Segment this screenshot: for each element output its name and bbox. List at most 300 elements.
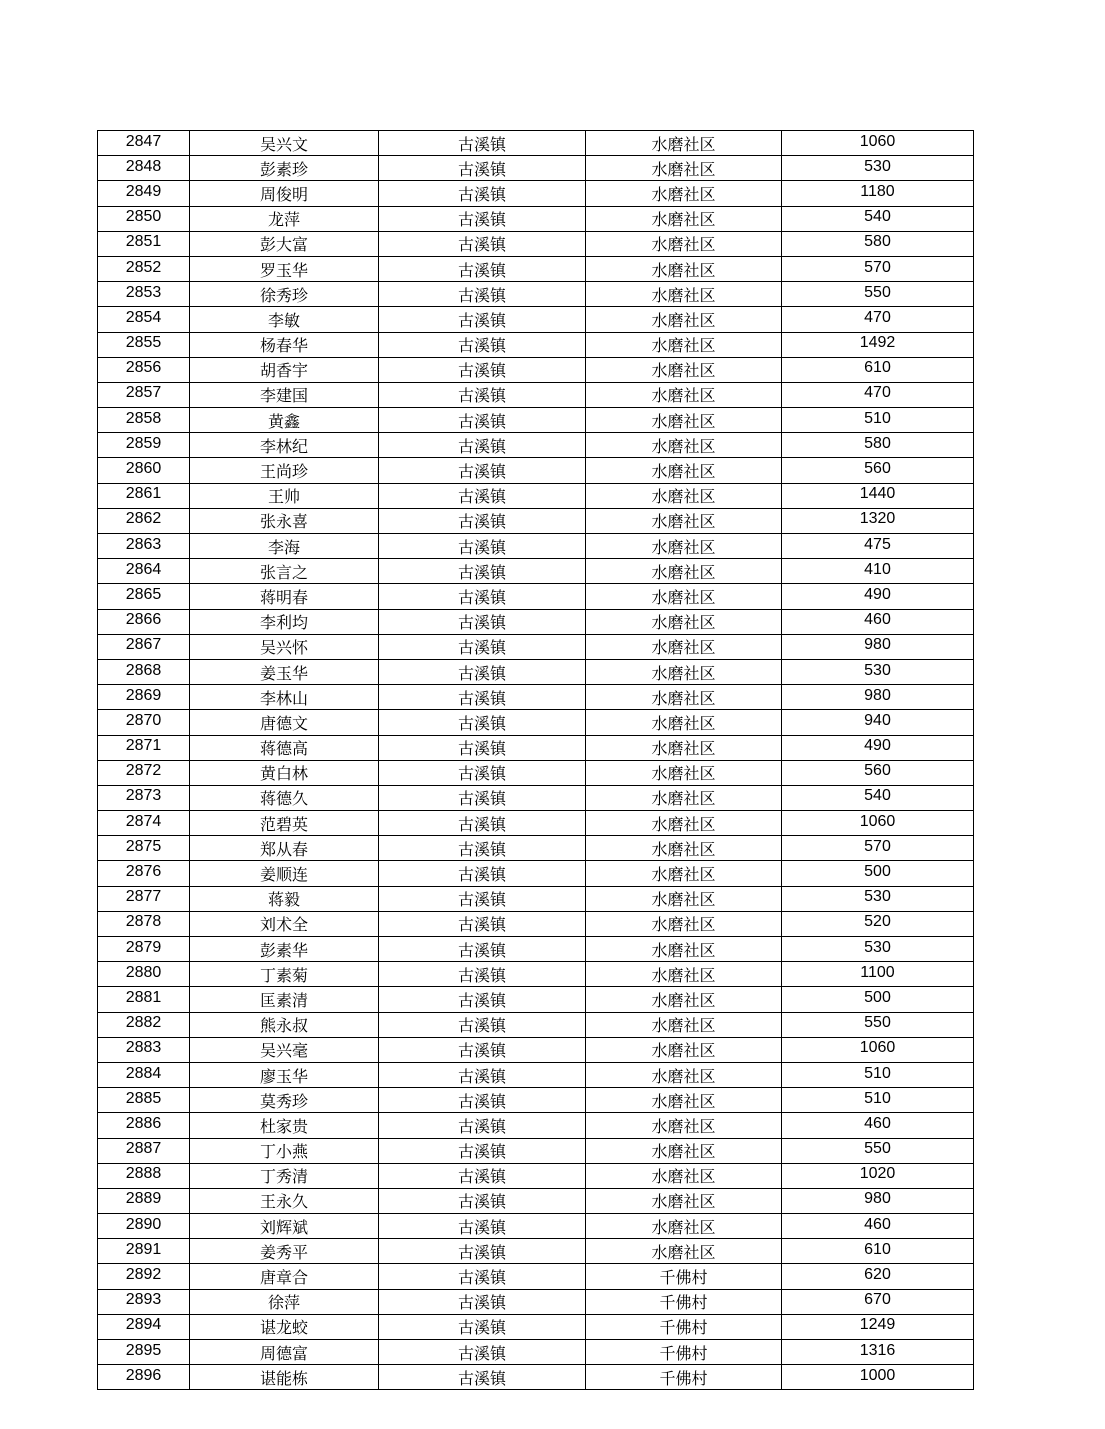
amount-cell: 530 (782, 659, 974, 684)
table-row (98, 357, 974, 382)
town-cell: 古溪镇 (379, 382, 586, 407)
row-number-cell: 2866 (98, 609, 190, 634)
table-row (98, 1138, 974, 1163)
row-number-cell: 2862 (98, 508, 190, 533)
row-number-cell: 2878 (98, 911, 190, 936)
name-cell: 王尚珍 (190, 458, 379, 483)
amount-cell: 460 (782, 1113, 974, 1138)
row-number-cell: 2896 (98, 1365, 190, 1390)
table-row (98, 1365, 974, 1390)
table-row (98, 408, 974, 433)
village-cell: 水磨社区 (586, 710, 782, 735)
table-row (98, 785, 974, 810)
row-number-cell: 2859 (98, 433, 190, 458)
town-cell: 古溪镇 (379, 483, 586, 508)
amount-cell: 510 (782, 1062, 974, 1087)
town-cell: 古溪镇 (379, 962, 586, 987)
village-cell: 水磨社区 (586, 131, 782, 156)
table-row (98, 584, 974, 609)
name-cell: 黄白林 (190, 760, 379, 785)
amount-cell: 560 (782, 760, 974, 785)
amount-cell: 550 (782, 282, 974, 307)
row-number-cell: 2868 (98, 659, 190, 684)
row-number-cell: 2870 (98, 710, 190, 735)
amount-cell: 1100 (782, 962, 974, 987)
name-cell: 彭素华 (190, 937, 379, 962)
village-cell: 千佛村 (586, 1340, 782, 1365)
village-cell: 水磨社区 (586, 1239, 782, 1264)
town-cell: 古溪镇 (379, 659, 586, 684)
town-cell: 古溪镇 (379, 584, 586, 609)
village-cell: 水磨社区 (586, 534, 782, 559)
table-row (98, 458, 974, 483)
table-row (98, 1314, 974, 1339)
row-number-cell: 2882 (98, 1012, 190, 1037)
table-row (98, 1264, 974, 1289)
town-cell: 古溪镇 (379, 206, 586, 231)
town-cell: 古溪镇 (379, 357, 586, 382)
amount-cell: 1492 (782, 332, 974, 357)
village-cell: 水磨社区 (586, 433, 782, 458)
town-cell: 古溪镇 (379, 1239, 586, 1264)
table-row (98, 131, 974, 156)
row-number-cell: 2847 (98, 131, 190, 156)
name-cell: 蒋德高 (190, 735, 379, 760)
village-cell: 水磨社区 (586, 685, 782, 710)
village-cell: 水磨社区 (586, 886, 782, 911)
village-cell: 水磨社区 (586, 1214, 782, 1239)
amount-cell: 540 (782, 206, 974, 231)
village-cell: 水磨社区 (586, 1037, 782, 1062)
row-number-cell: 2879 (98, 937, 190, 962)
row-number-cell: 2854 (98, 307, 190, 332)
village-cell: 水磨社区 (586, 836, 782, 861)
amount-cell: 580 (782, 433, 974, 458)
town-cell: 古溪镇 (379, 508, 586, 533)
row-number-cell: 2880 (98, 962, 190, 987)
town-cell: 古溪镇 (379, 1365, 586, 1390)
row-number-cell: 2885 (98, 1088, 190, 1113)
village-cell: 水磨社区 (586, 282, 782, 307)
town-cell: 古溪镇 (379, 987, 586, 1012)
row-number-cell: 2891 (98, 1239, 190, 1264)
village-cell: 水磨社区 (586, 357, 782, 382)
table-row (98, 332, 974, 357)
name-cell: 廖玉华 (190, 1062, 379, 1087)
name-cell: 谌能栋 (190, 1365, 379, 1390)
town-cell: 古溪镇 (379, 332, 586, 357)
row-number-cell: 2865 (98, 584, 190, 609)
table-row (98, 911, 974, 936)
name-cell: 张言之 (190, 559, 379, 584)
row-number-cell: 2895 (98, 1340, 190, 1365)
town-cell: 古溪镇 (379, 1138, 586, 1163)
name-cell: 张永喜 (190, 508, 379, 533)
village-cell: 水磨社区 (586, 559, 782, 584)
name-cell: 莫秀珍 (190, 1088, 379, 1113)
name-cell: 周俊明 (190, 181, 379, 206)
amount-cell: 490 (782, 735, 974, 760)
name-cell: 蒋毅 (190, 886, 379, 911)
amount-cell: 530 (782, 886, 974, 911)
town-cell: 古溪镇 (379, 710, 586, 735)
town-cell: 古溪镇 (379, 886, 586, 911)
table-row (98, 256, 974, 281)
name-cell: 李林山 (190, 685, 379, 710)
town-cell: 古溪镇 (379, 559, 586, 584)
village-cell: 水磨社区 (586, 760, 782, 785)
amount-cell: 610 (782, 1239, 974, 1264)
village-cell: 水磨社区 (586, 483, 782, 508)
amount-cell: 1060 (782, 131, 974, 156)
name-cell: 丁秀清 (190, 1163, 379, 1188)
village-cell: 水磨社区 (586, 911, 782, 936)
name-cell: 李建国 (190, 382, 379, 407)
table-row (98, 534, 974, 559)
amount-cell: 1060 (782, 1037, 974, 1062)
row-number-cell: 2864 (98, 559, 190, 584)
town-cell: 古溪镇 (379, 1188, 586, 1213)
row-number-cell: 2874 (98, 811, 190, 836)
village-cell: 水磨社区 (586, 785, 782, 810)
village-cell: 水磨社区 (586, 634, 782, 659)
amount-cell: 570 (782, 836, 974, 861)
town-cell: 古溪镇 (379, 836, 586, 861)
row-number-cell: 2855 (98, 332, 190, 357)
table-row (98, 156, 974, 181)
table-row (98, 685, 974, 710)
town-cell: 古溪镇 (379, 760, 586, 785)
table-row (98, 760, 974, 785)
row-number-cell: 2856 (98, 357, 190, 382)
row-number-cell: 2887 (98, 1138, 190, 1163)
town-cell: 古溪镇 (379, 1113, 586, 1138)
amount-cell: 980 (782, 1188, 974, 1213)
town-cell: 古溪镇 (379, 785, 586, 810)
row-number-cell: 2858 (98, 408, 190, 433)
name-cell: 吴兴文 (190, 131, 379, 156)
village-cell: 水磨社区 (586, 1138, 782, 1163)
row-number-cell: 2890 (98, 1214, 190, 1239)
village-cell: 水磨社区 (586, 181, 782, 206)
row-number-cell: 2857 (98, 382, 190, 407)
town-cell: 古溪镇 (379, 811, 586, 836)
village-cell: 水磨社区 (586, 735, 782, 760)
row-number-cell: 2888 (98, 1163, 190, 1188)
town-cell: 古溪镇 (379, 408, 586, 433)
village-cell: 水磨社区 (586, 156, 782, 181)
table-row (98, 1062, 974, 1087)
village-cell: 水磨社区 (586, 811, 782, 836)
amount-cell: 550 (782, 1012, 974, 1037)
amount-cell: 530 (782, 937, 974, 962)
village-cell: 水磨社区 (586, 1088, 782, 1113)
village-cell: 水磨社区 (586, 1188, 782, 1213)
name-cell: 姜顺连 (190, 861, 379, 886)
table-row (98, 1163, 974, 1188)
name-cell: 龙萍 (190, 206, 379, 231)
row-number-cell: 2883 (98, 1037, 190, 1062)
amount-cell: 570 (782, 256, 974, 281)
village-cell: 水磨社区 (586, 1062, 782, 1087)
amount-cell: 500 (782, 987, 974, 1012)
amount-cell: 610 (782, 357, 974, 382)
table-row (98, 1289, 974, 1314)
name-cell: 范碧英 (190, 811, 379, 836)
table-row (98, 307, 974, 332)
table-row (98, 886, 974, 911)
row-number-cell: 2873 (98, 785, 190, 810)
town-cell: 古溪镇 (379, 685, 586, 710)
village-cell: 水磨社区 (586, 332, 782, 357)
table-row (98, 987, 974, 1012)
town-cell: 古溪镇 (379, 861, 586, 886)
name-cell: 刘术全 (190, 911, 379, 936)
village-cell: 水磨社区 (586, 1012, 782, 1037)
name-cell: 徐萍 (190, 1289, 379, 1314)
town-cell: 古溪镇 (379, 181, 586, 206)
table-row (98, 1113, 974, 1138)
table-row (98, 659, 974, 684)
amount-cell: 1440 (782, 483, 974, 508)
town-cell: 古溪镇 (379, 231, 586, 256)
amount-cell: 510 (782, 1088, 974, 1113)
village-cell: 水磨社区 (586, 256, 782, 281)
amount-cell: 470 (782, 307, 974, 332)
amount-cell: 1020 (782, 1163, 974, 1188)
row-number-cell: 2894 (98, 1314, 190, 1339)
amount-cell: 530 (782, 156, 974, 181)
town-cell: 古溪镇 (379, 735, 586, 760)
village-cell: 千佛村 (586, 1264, 782, 1289)
table-row (98, 1037, 974, 1062)
town-cell: 古溪镇 (379, 609, 586, 634)
table-row (98, 710, 974, 735)
table-row (98, 433, 974, 458)
table-row (98, 1214, 974, 1239)
row-number-cell: 2872 (98, 760, 190, 785)
amount-cell: 540 (782, 785, 974, 810)
table-row (98, 811, 974, 836)
table-row (98, 962, 974, 987)
row-number-cell: 2850 (98, 206, 190, 231)
row-number-cell: 2860 (98, 458, 190, 483)
row-number-cell: 2851 (98, 231, 190, 256)
village-cell: 水磨社区 (586, 1163, 782, 1188)
table-row (98, 1088, 974, 1113)
amount-cell: 580 (782, 231, 974, 256)
row-number-cell: 2877 (98, 886, 190, 911)
village-cell: 水磨社区 (586, 508, 782, 533)
table-row (98, 861, 974, 886)
amount-cell: 410 (782, 559, 974, 584)
table-row (98, 231, 974, 256)
table-row (98, 1340, 974, 1365)
amount-cell: 980 (782, 634, 974, 659)
table-row (98, 508, 974, 533)
name-cell: 郑从春 (190, 836, 379, 861)
name-cell: 吴兴毫 (190, 1037, 379, 1062)
name-cell: 徐秀珍 (190, 282, 379, 307)
row-number-cell: 2892 (98, 1264, 190, 1289)
row-number-cell: 2849 (98, 181, 190, 206)
name-cell: 李海 (190, 534, 379, 559)
amount-cell: 475 (782, 534, 974, 559)
village-cell: 水磨社区 (586, 584, 782, 609)
village-cell: 水磨社区 (586, 307, 782, 332)
name-cell: 唐章合 (190, 1264, 379, 1289)
amount-cell: 940 (782, 710, 974, 735)
village-cell: 水磨社区 (586, 1113, 782, 1138)
name-cell: 周德富 (190, 1340, 379, 1365)
town-cell: 古溪镇 (379, 1163, 586, 1188)
amount-cell: 510 (782, 408, 974, 433)
village-cell: 水磨社区 (586, 231, 782, 256)
amount-cell: 470 (782, 382, 974, 407)
amount-cell: 460 (782, 1214, 974, 1239)
row-number-cell: 2886 (98, 1113, 190, 1138)
name-cell: 姜秀平 (190, 1239, 379, 1264)
name-cell: 黄鑫 (190, 408, 379, 433)
village-cell: 水磨社区 (586, 962, 782, 987)
table-row (98, 609, 974, 634)
town-cell: 古溪镇 (379, 156, 586, 181)
amount-cell: 500 (782, 861, 974, 886)
table-row (98, 937, 974, 962)
name-cell: 李利均 (190, 609, 379, 634)
town-cell: 古溪镇 (379, 1214, 586, 1239)
town-cell: 古溪镇 (379, 1012, 586, 1037)
village-cell: 水磨社区 (586, 937, 782, 962)
amount-cell: 460 (782, 609, 974, 634)
table-row (98, 735, 974, 760)
row-number-cell: 2889 (98, 1188, 190, 1213)
name-cell: 丁素菊 (190, 962, 379, 987)
town-cell: 古溪镇 (379, 534, 586, 559)
name-cell: 李林纪 (190, 433, 379, 458)
row-number-cell: 2881 (98, 987, 190, 1012)
amount-cell: 980 (782, 685, 974, 710)
table-row (98, 282, 974, 307)
village-cell: 水磨社区 (586, 861, 782, 886)
name-cell: 李敏 (190, 307, 379, 332)
row-number-cell: 2876 (98, 861, 190, 886)
village-cell: 水磨社区 (586, 206, 782, 231)
town-cell: 古溪镇 (379, 282, 586, 307)
amount-cell: 1180 (782, 181, 974, 206)
table-row (98, 559, 974, 584)
table-row (98, 1012, 974, 1037)
row-number-cell: 2884 (98, 1062, 190, 1087)
village-cell: 千佛村 (586, 1314, 782, 1339)
town-cell: 古溪镇 (379, 131, 586, 156)
town-cell: 古溪镇 (379, 1264, 586, 1289)
town-cell: 古溪镇 (379, 634, 586, 659)
village-cell: 千佛村 (586, 1289, 782, 1314)
name-cell: 蒋明春 (190, 584, 379, 609)
row-number-cell: 2863 (98, 534, 190, 559)
town-cell: 古溪镇 (379, 458, 586, 483)
town-cell: 古溪镇 (379, 937, 586, 962)
town-cell: 古溪镇 (379, 911, 586, 936)
row-number-cell: 2853 (98, 282, 190, 307)
row-number-cell: 2869 (98, 685, 190, 710)
town-cell: 古溪镇 (379, 1289, 586, 1314)
amount-cell: 560 (782, 458, 974, 483)
name-cell: 匡素清 (190, 987, 379, 1012)
row-number-cell: 2875 (98, 836, 190, 861)
amount-cell: 1316 (782, 1340, 974, 1365)
data-table (97, 130, 974, 1390)
village-cell: 水磨社区 (586, 408, 782, 433)
name-cell: 胡香宇 (190, 357, 379, 382)
amount-cell: 1060 (782, 811, 974, 836)
table-row (98, 483, 974, 508)
village-cell: 水磨社区 (586, 659, 782, 684)
name-cell: 刘辉斌 (190, 1214, 379, 1239)
town-cell: 古溪镇 (379, 433, 586, 458)
table-row (98, 634, 974, 659)
amount-cell: 1249 (782, 1314, 974, 1339)
village-cell: 千佛村 (586, 1365, 782, 1390)
table-row (98, 206, 974, 231)
table-row (98, 1239, 974, 1264)
amount-cell: 1000 (782, 1365, 974, 1390)
name-cell: 吴兴怀 (190, 634, 379, 659)
amount-cell: 490 (782, 584, 974, 609)
table-body (98, 131, 974, 1390)
row-number-cell: 2871 (98, 735, 190, 760)
amount-cell: 1320 (782, 508, 974, 533)
name-cell: 杨春华 (190, 332, 379, 357)
row-number-cell: 2861 (98, 483, 190, 508)
amount-cell: 550 (782, 1138, 974, 1163)
name-cell: 王帅 (190, 483, 379, 508)
name-cell: 谌龙蛟 (190, 1314, 379, 1339)
row-number-cell: 2852 (98, 256, 190, 281)
town-cell: 古溪镇 (379, 1062, 586, 1087)
name-cell: 彭素珍 (190, 156, 379, 181)
table-row (98, 181, 974, 206)
name-cell: 彭大富 (190, 231, 379, 256)
name-cell: 杜家贵 (190, 1113, 379, 1138)
row-number-cell: 2893 (98, 1289, 190, 1314)
row-number-cell: 2848 (98, 156, 190, 181)
village-cell: 水磨社区 (586, 987, 782, 1012)
amount-cell: 520 (782, 911, 974, 936)
name-cell: 丁小燕 (190, 1138, 379, 1163)
village-cell: 水磨社区 (586, 609, 782, 634)
amount-cell: 670 (782, 1289, 974, 1314)
amount-cell: 620 (782, 1264, 974, 1289)
name-cell: 熊永叔 (190, 1012, 379, 1037)
town-cell: 古溪镇 (379, 307, 586, 332)
village-cell: 水磨社区 (586, 458, 782, 483)
village-cell: 水磨社区 (586, 382, 782, 407)
name-cell: 王永久 (190, 1188, 379, 1213)
table-row (98, 1188, 974, 1213)
town-cell: 古溪镇 (379, 1037, 586, 1062)
town-cell: 古溪镇 (379, 1340, 586, 1365)
name-cell: 罗玉华 (190, 256, 379, 281)
row-number-cell: 2867 (98, 634, 190, 659)
town-cell: 古溪镇 (379, 256, 586, 281)
name-cell: 蒋德久 (190, 785, 379, 810)
town-cell: 古溪镇 (379, 1314, 586, 1339)
name-cell: 唐德文 (190, 710, 379, 735)
table-row (98, 382, 974, 407)
town-cell: 古溪镇 (379, 1088, 586, 1113)
